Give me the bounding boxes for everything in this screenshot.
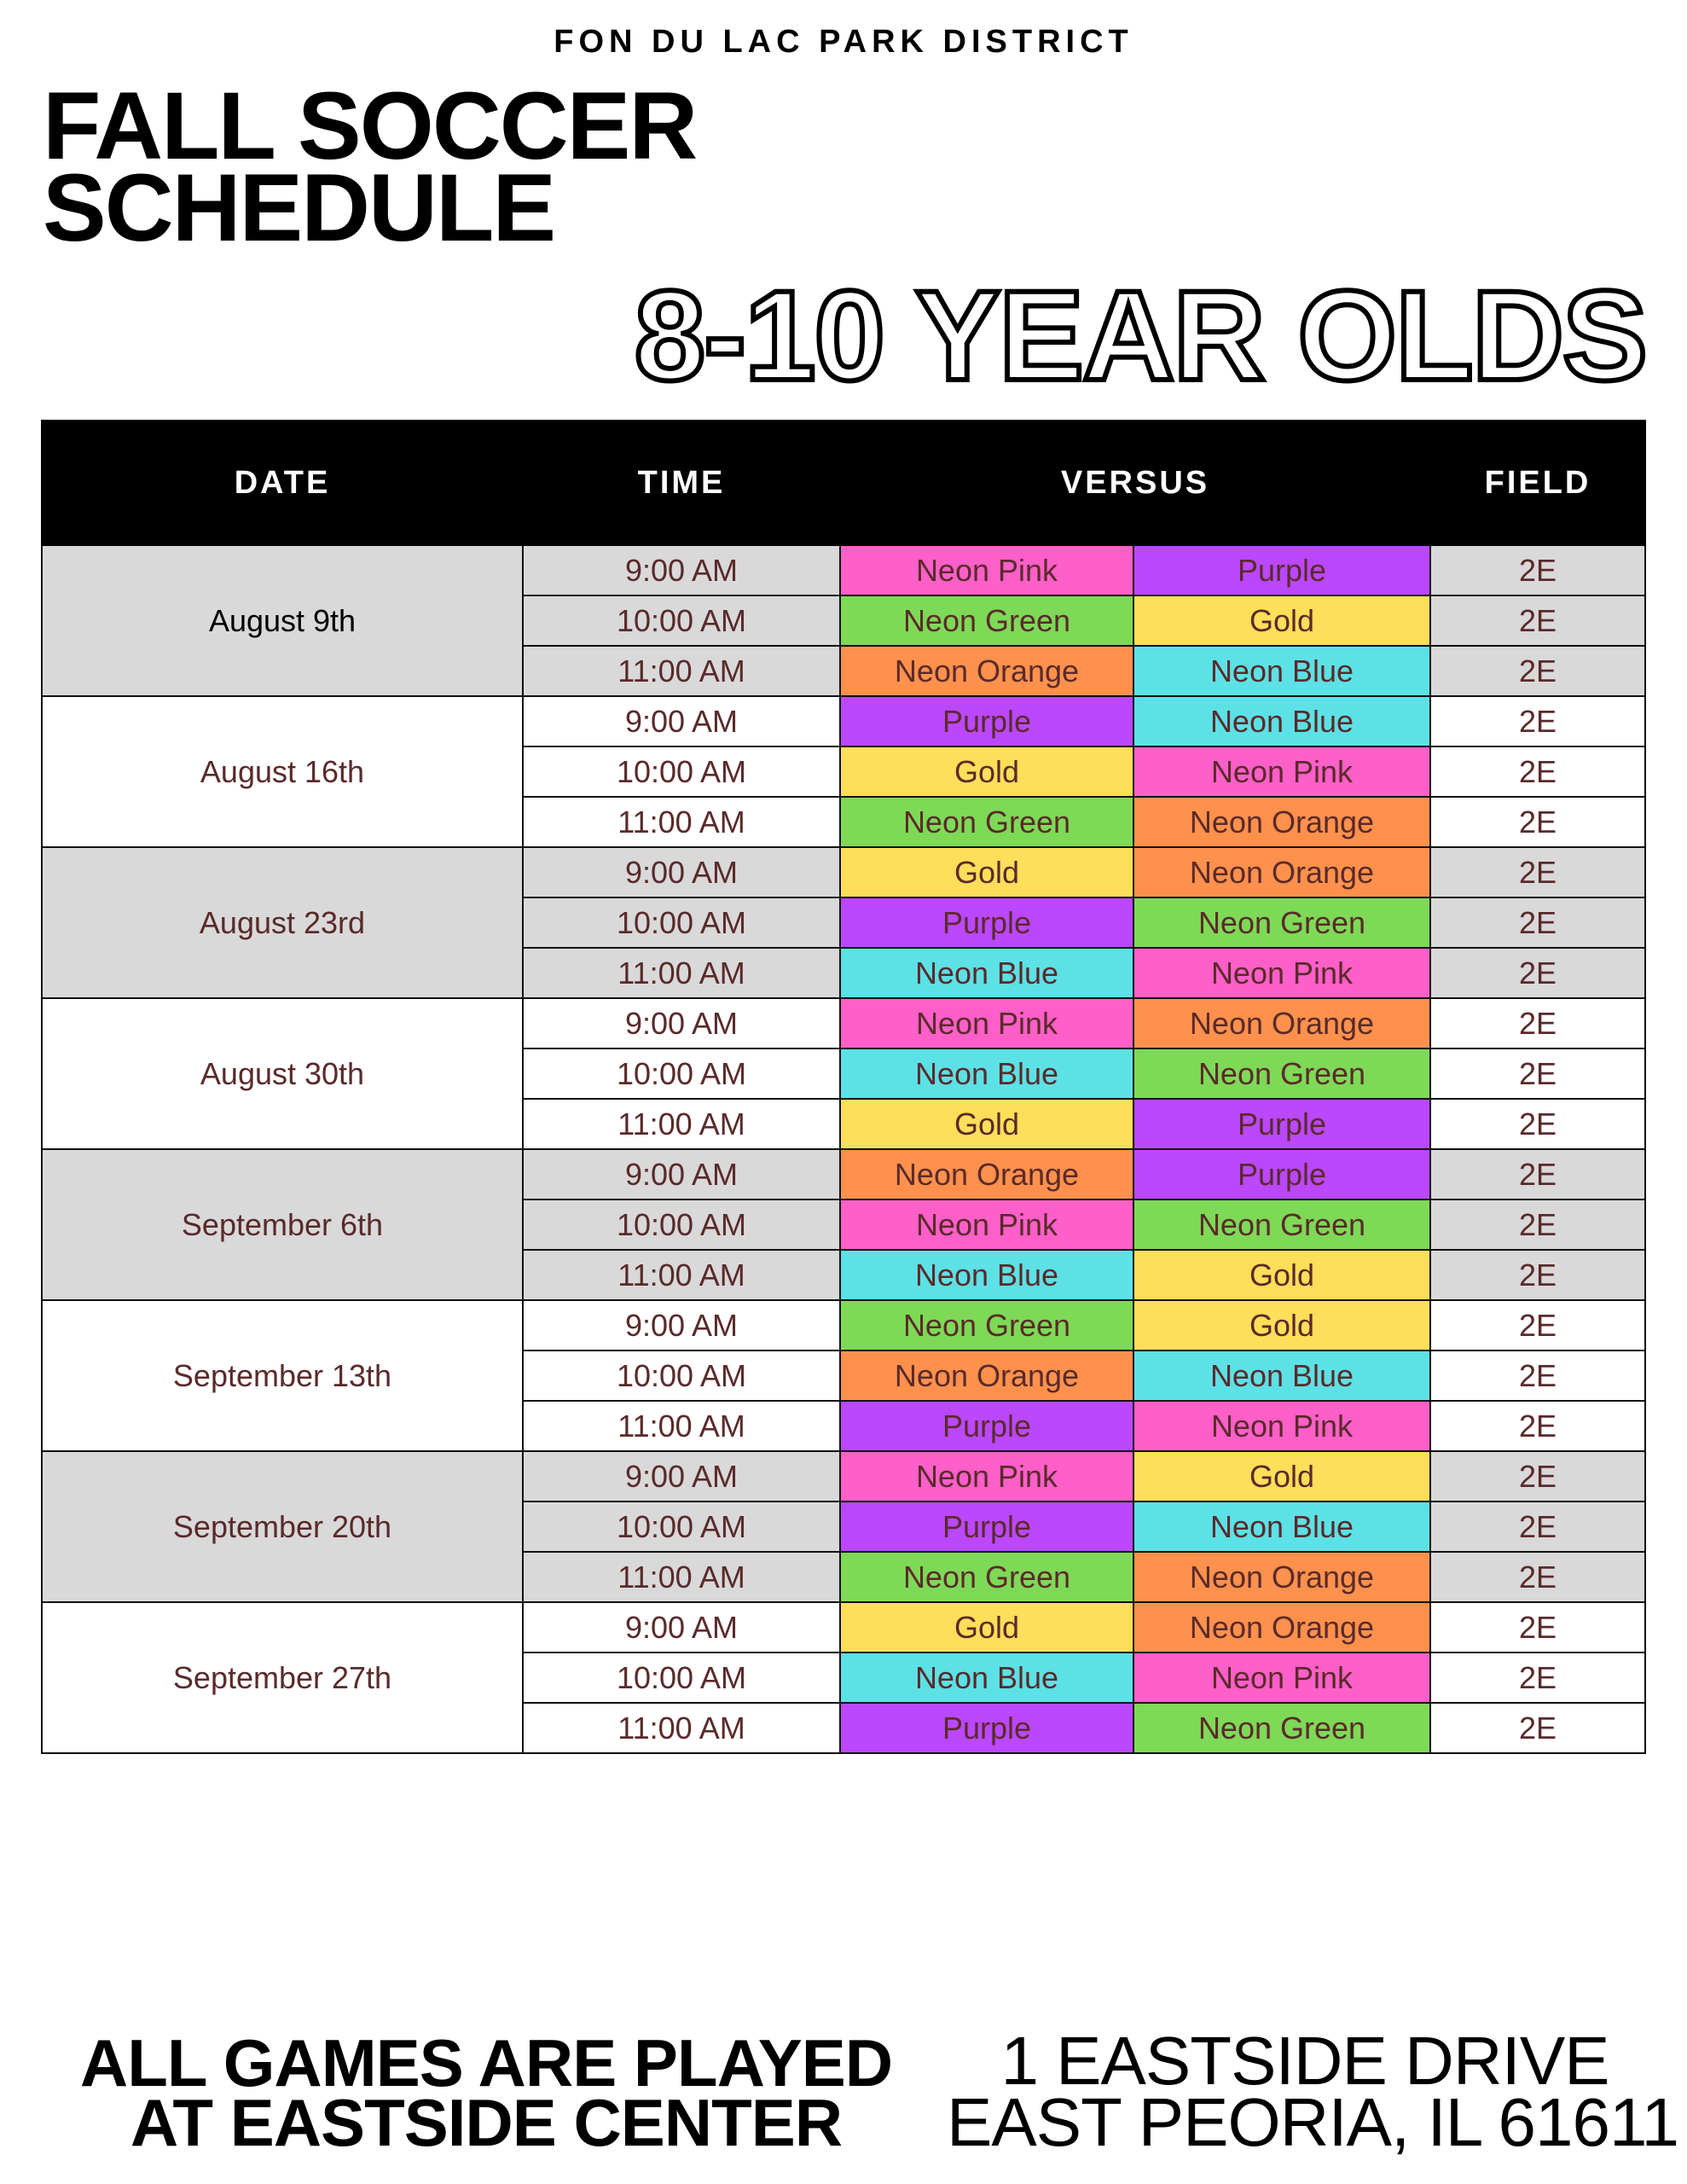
time-cell: 10:00 AM <box>523 1502 840 1552</box>
away-team-cell: Neon Blue <box>1133 1502 1430 1552</box>
field-cell: 2E <box>1430 696 1645 746</box>
home-team-cell: Neon Blue <box>840 948 1133 998</box>
time-cell: 11:00 AM <box>523 797 840 847</box>
time-cell: 10:00 AM <box>523 897 840 948</box>
time-cell: 9:00 AM <box>523 1149 840 1199</box>
field-cell: 2E <box>1430 1401 1645 1451</box>
home-team-cell: Neon Orange <box>840 646 1133 696</box>
header-versus: VERSUS <box>840 421 1430 545</box>
time-cell: 11:00 AM <box>523 1099 840 1149</box>
address-line-1: 1 EASTSIDE DRIVE <box>1000 2023 1609 2099</box>
venue-note <box>51 2025 921 2160</box>
age-group-heading: 8-10 YEAR OLDS <box>634 264 1646 407</box>
away-team-cell: Purple <box>1133 1149 1430 1199</box>
table-row <box>42 696 1645 746</box>
field-cell: 2E <box>1430 746 1645 797</box>
away-team-cell: Neon Pink <box>1133 1653 1430 1703</box>
home-team-cell: Neon Orange <box>840 1350 1133 1401</box>
field-cell: 2E <box>1430 646 1645 696</box>
title-line-2: SCHEDULE <box>43 154 555 261</box>
away-team-cell: Gold <box>1133 1300 1430 1350</box>
field-cell: 2E <box>1430 1451 1645 1502</box>
away-team-cell: Neon Pink <box>1133 948 1430 998</box>
home-team-cell: Purple <box>840 1401 1133 1451</box>
home-team-cell: Neon Green <box>840 1300 1133 1350</box>
field-cell: 2E <box>1430 1602 1645 1653</box>
title-line-1: FALL SOCCER <box>43 73 697 179</box>
time-cell: 11:00 AM <box>523 1250 840 1300</box>
time-cell: 10:00 AM <box>523 1199 840 1250</box>
home-team-cell: Neon Blue <box>840 1048 1133 1099</box>
away-team-cell: Purple <box>1133 545 1430 595</box>
table-row <box>42 998 1645 1048</box>
field-cell: 2E <box>1430 797 1645 847</box>
home-team-cell: Neon Green <box>840 1552 1133 1602</box>
venue-note-line-1: ALL GAMES ARE PLAYED <box>79 2025 893 2100</box>
date-cell: September 27th <box>42 1602 523 1753</box>
field-cell: 2E <box>1430 1300 1645 1350</box>
away-team-cell: Gold <box>1133 595 1430 646</box>
field-cell: 2E <box>1430 545 1645 595</box>
home-team-cell: Neon Green <box>840 595 1133 646</box>
away-team-cell: Neon Green <box>1133 897 1430 948</box>
home-team-cell: Gold <box>840 1602 1133 1653</box>
table-row <box>42 545 1645 595</box>
date-cell: August 23rd <box>42 847 523 998</box>
home-team-cell: Neon Orange <box>840 1149 1133 1199</box>
date-cell: September 6th <box>42 1149 523 1300</box>
schedule-body <box>42 545 1645 1753</box>
date-cell: September 20th <box>42 1451 523 1602</box>
time-cell: 9:00 AM <box>523 545 840 595</box>
away-team-cell: Neon Pink <box>1133 1401 1430 1451</box>
field-cell: 2E <box>1430 1552 1645 1602</box>
away-team-cell: Neon Orange <box>1133 1602 1430 1653</box>
header-field: FIELD <box>1430 421 1645 545</box>
time-cell: 11:00 AM <box>523 1401 840 1451</box>
away-team-cell: Gold <box>1133 1250 1430 1300</box>
time-cell: 11:00 AM <box>523 1552 840 1602</box>
address-line-2: EAST PEORIA, IL 61611 <box>947 2084 1678 2160</box>
away-team-cell: Neon Green <box>1133 1703 1430 1753</box>
away-team-cell: Neon Blue <box>1133 1350 1430 1401</box>
away-team-cell: Neon Orange <box>1133 797 1430 847</box>
field-cell: 2E <box>1430 1350 1645 1401</box>
time-cell: 9:00 AM <box>523 847 840 897</box>
away-team-cell: Neon Pink <box>1133 746 1430 797</box>
date-cell: September 13th <box>42 1300 523 1451</box>
away-team-cell: Neon Orange <box>1133 998 1430 1048</box>
home-team-cell: Purple <box>840 1703 1133 1753</box>
field-cell: 2E <box>1430 948 1645 998</box>
field-cell: 2E <box>1430 1250 1645 1300</box>
away-team-cell: Neon Green <box>1133 1048 1430 1099</box>
away-team-cell: Neon Green <box>1133 1199 1430 1250</box>
away-team-cell: Neon Blue <box>1133 646 1430 696</box>
time-cell: 9:00 AM <box>523 696 840 746</box>
home-team-cell: Gold <box>840 847 1133 897</box>
away-team-cell: Gold <box>1133 1451 1430 1502</box>
away-team-cell: Neon Blue <box>1133 696 1430 746</box>
field-cell: 2E <box>1430 1149 1645 1199</box>
table-row <box>42 1149 1645 1199</box>
field-cell: 2E <box>1430 1703 1645 1753</box>
venue-address <box>947 2023 1678 2160</box>
time-cell: 10:00 AM <box>523 1350 840 1401</box>
field-cell: 2E <box>1430 1199 1645 1250</box>
page-title <box>43 73 697 261</box>
date-cell: August 16th <box>42 696 523 847</box>
table-header-row <box>42 421 1645 545</box>
home-team-cell: Neon Pink <box>840 1199 1133 1250</box>
field-cell: 2E <box>1430 1502 1645 1552</box>
away-team-cell: Purple <box>1133 1099 1430 1149</box>
table-row <box>42 1451 1645 1502</box>
time-cell: 9:00 AM <box>523 1451 840 1502</box>
date-cell: August 30th <box>42 998 523 1149</box>
field-cell: 2E <box>1430 847 1645 897</box>
home-team-cell: Purple <box>840 1502 1133 1552</box>
schedule-table <box>41 420 1646 1754</box>
field-cell: 2E <box>1430 1048 1645 1099</box>
time-cell: 10:00 AM <box>523 595 840 646</box>
time-cell: 11:00 AM <box>523 948 840 998</box>
home-team-cell: Neon Pink <box>840 1451 1133 1502</box>
field-cell: 2E <box>1430 998 1645 1048</box>
field-cell: 2E <box>1430 1099 1645 1149</box>
header-date: DATE <box>42 421 523 545</box>
field-cell: 2E <box>1430 595 1645 646</box>
time-cell: 9:00 AM <box>523 998 840 1048</box>
organization-name: FON DU LAC PARK DISTRICT <box>554 24 1133 60</box>
home-team-cell: Neon Blue <box>840 1653 1133 1703</box>
home-team-cell: Gold <box>840 746 1133 797</box>
home-team-cell: Neon Blue <box>840 1250 1133 1300</box>
table-row <box>42 1300 1645 1350</box>
home-team-cell: Neon Green <box>840 797 1133 847</box>
header-time: TIME <box>523 421 840 545</box>
time-cell: 11:00 AM <box>523 1703 840 1753</box>
time-cell: 9:00 AM <box>523 1602 840 1653</box>
home-team-cell: Gold <box>840 1099 1133 1149</box>
table-row <box>42 847 1645 897</box>
time-cell: 9:00 AM <box>523 1300 840 1350</box>
time-cell: 10:00 AM <box>523 1653 840 1703</box>
venue-note-line-2: AT EASTSIDE CENTER <box>130 2085 843 2160</box>
field-cell: 2E <box>1430 897 1645 948</box>
home-team-cell: Purple <box>840 897 1133 948</box>
away-team-cell: Neon Orange <box>1133 847 1430 897</box>
away-team-cell: Neon Orange <box>1133 1552 1430 1602</box>
home-team-cell: Neon Pink <box>840 998 1133 1048</box>
time-cell: 10:00 AM <box>523 746 840 797</box>
time-cell: 10:00 AM <box>523 1048 840 1099</box>
home-team-cell: Neon Pink <box>840 545 1133 595</box>
time-cell: 11:00 AM <box>523 646 840 696</box>
table-row <box>42 1602 1645 1653</box>
home-team-cell: Purple <box>840 696 1133 746</box>
field-cell: 2E <box>1430 1653 1645 1703</box>
date-cell: August 9th <box>42 545 523 696</box>
